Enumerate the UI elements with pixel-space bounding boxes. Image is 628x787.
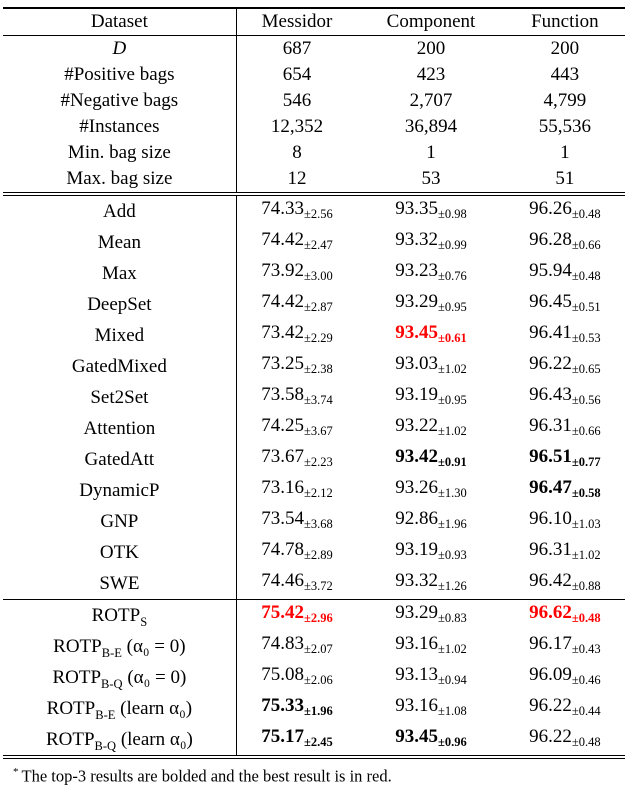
- row-label: Mean: [3, 227, 236, 258]
- result-value: $93.29_{\pm 0.95}$: [395, 291, 467, 314]
- result-value: $93.16_{\pm 1.08}$: [395, 695, 467, 718]
- stat-value: 200: [416, 38, 446, 59]
- row-label: Set2Set: [3, 382, 236, 413]
- result-value: $74.42_{\pm 2.87}$: [261, 291, 333, 314]
- result-value: $75.33_{\pm 1.96}$: [261, 695, 333, 718]
- row-label: DeepSet: [3, 289, 236, 320]
- method-row: [3, 413, 625, 444]
- result-value: $93.03_{\pm 1.02}$: [395, 353, 467, 376]
- row-label: DynamicP: [3, 475, 236, 506]
- method-row: [3, 351, 625, 382]
- result-value: $93.32_{\pm 1.26}$: [395, 570, 467, 593]
- stat-row: [3, 62, 625, 88]
- result-value: $73.58_{\pm 3.74}$: [261, 384, 333, 407]
- column-header-dataset: Dataset: [3, 8, 236, 36]
- result-value: $96.51_{\pm 0.77}$: [529, 446, 601, 469]
- result-value: $96.45_{\pm 0.51}$: [529, 291, 601, 314]
- result-value: $93.29_{\pm 0.83}$: [395, 602, 467, 625]
- result-value: $93.16_{\pm 1.02}$: [395, 633, 467, 656]
- method-row: [3, 194, 625, 227]
- result-value: $93.35_{\pm 0.98}$: [395, 198, 467, 221]
- method-row: [3, 289, 625, 320]
- row-label: GNP: [3, 506, 236, 537]
- result-value: $96.10_{\pm 1.03}$: [529, 508, 601, 531]
- result-value: $96.22_{\pm 0.48}$: [529, 726, 601, 749]
- stat-value: 2,707: [409, 90, 453, 111]
- result-value: $73.92_{\pm 3.00}$: [261, 260, 333, 283]
- row-label: Max: [3, 258, 236, 289]
- row-label: Min. bag size: [3, 140, 236, 166]
- result-value: $96.26_{\pm 0.48}$: [529, 198, 601, 221]
- result-value: $74.42_{\pm 2.47}$: [261, 229, 333, 252]
- result-value: $96.22_{\pm 0.44}$: [529, 695, 601, 718]
- stat-value: 12,352: [270, 116, 324, 137]
- row-label: Mixed: [3, 320, 236, 351]
- result-value: $93.19_{\pm 0.93}$: [395, 539, 467, 562]
- result-value: $73.67_{\pm 2.23}$: [261, 446, 333, 469]
- row-label: SWE: [3, 568, 236, 600]
- result-value: $96.22_{\pm 0.65}$: [529, 353, 601, 376]
- result-value: $96.28_{\pm 0.66}$: [529, 229, 601, 252]
- result-value: $73.16_{\pm 2.12}$: [261, 477, 333, 500]
- result-value: $73.25_{\pm 2.38}$: [261, 353, 333, 376]
- stat-value: 1: [560, 142, 570, 163]
- results-table: [3, 7, 625, 759]
- result-value: $95.94_{\pm 0.48}$: [529, 260, 601, 283]
- stat-value: 443: [550, 64, 580, 85]
- result-value: $75.42_{\pm 2.96}$: [261, 602, 333, 625]
- row-label: $ROTP_{B-Q}$ (learn α₀): [3, 724, 236, 757]
- stat-row: [3, 140, 625, 166]
- rotp-row: [3, 600, 625, 632]
- result-value: $93.19_{\pm 0.95}$: [395, 384, 467, 407]
- method-row: [3, 568, 625, 600]
- row-label: OTK: [3, 537, 236, 568]
- stat-value: 423: [416, 64, 446, 85]
- result-value: $93.42_{\pm 0.91}$: [395, 446, 467, 469]
- stat-value: 8: [292, 142, 302, 163]
- row-label: #Negative bags: [3, 88, 236, 114]
- stat-value: 12: [287, 168, 307, 189]
- result-value: $93.26_{\pm 1.30}$: [395, 477, 467, 500]
- footnote-text: The top-3 results are bolded and the best result is in red.: [21, 766, 392, 786]
- method-row: [3, 227, 625, 258]
- result-value: $96.62_{\pm 0.48}$: [529, 602, 601, 625]
- row-label: GatedMixed: [3, 351, 236, 382]
- result-value: $93.32_{\pm 0.99}$: [395, 229, 467, 252]
- result-value: $74.83_{\pm 2.07}$: [261, 633, 333, 656]
- result-value: $93.45_{\pm 0.61}$: [395, 322, 467, 345]
- stat-value: 654: [282, 64, 312, 85]
- method-row: [3, 382, 625, 413]
- result-value: $96.09_{\pm 0.46}$: [529, 664, 601, 687]
- result-value: $93.45_{\pm 0.96}$: [395, 726, 467, 749]
- stat-value: 55,536: [538, 116, 592, 137]
- result-value: $96.47_{\pm 0.58}$: [529, 477, 601, 500]
- row-label: GatedAtt: [3, 444, 236, 475]
- result-value: $93.23_{\pm 0.76}$: [395, 260, 467, 283]
- stat-row: [3, 88, 625, 114]
- row-label: $ROTP_S$: [3, 600, 236, 632]
- stat-row: [3, 36, 625, 63]
- row-label: $ROTP_{B-Q}$ (α₀ = 0): [3, 662, 236, 693]
- rotp-row: [3, 724, 625, 757]
- result-value: $96.31_{\pm 1.02}$: [529, 539, 601, 562]
- rotp-row: [3, 693, 625, 724]
- column-header-messidor: Messidor: [261, 11, 333, 32]
- stat-value: 53: [421, 168, 441, 189]
- result-value: $92.86_{\pm 1.96}$: [395, 508, 467, 531]
- result-value: $73.42_{\pm 2.29}$: [261, 322, 333, 345]
- rotp-row: [3, 631, 625, 662]
- result-value: $73.54_{\pm 3.68}$: [261, 508, 333, 531]
- result-value: $96.31_{\pm 0.66}$: [529, 415, 601, 438]
- row-label: Max. bag size: [3, 166, 236, 194]
- result-value: $93.13_{\pm 0.94}$: [395, 664, 467, 687]
- result-value: $75.17_{\pm 2.45}$: [261, 726, 333, 749]
- rotp-row: [3, 662, 625, 693]
- result-value: $74.78_{\pm 2.89}$: [261, 539, 333, 562]
- result-value: $93.22_{\pm 1.02}$: [395, 415, 467, 438]
- stat-value: 200: [550, 38, 580, 59]
- stat-row: [3, 166, 625, 194]
- column-header-component: Component: [386, 11, 476, 32]
- column-header-function: Function: [531, 11, 599, 32]
- result-value: $96.17_{\pm 0.43}$: [529, 633, 601, 656]
- result-value: $75.08_{\pm 2.06}$: [261, 664, 333, 687]
- row-label: $ROTP_{B-E}$ (α₀ = 0): [3, 631, 236, 662]
- stat-value: 546: [282, 90, 312, 111]
- method-row: [3, 537, 625, 568]
- result-value: $74.33_{\pm 2.56}$: [261, 198, 333, 221]
- result-value: $74.46_{\pm 3.72}$: [261, 570, 333, 593]
- row-label: D: [3, 36, 236, 63]
- table-header-row: [3, 8, 625, 36]
- stat-value: 36,894: [404, 116, 458, 137]
- result-value: $96.43_{\pm 0.56}$: [529, 384, 601, 407]
- method-row: [3, 475, 625, 506]
- result-value: $74.25_{\pm 3.67}$: [261, 415, 333, 438]
- stat-value: 51: [555, 168, 575, 189]
- footnote: [13, 766, 619, 787]
- stat-row: [3, 114, 625, 140]
- stat-value: 1: [426, 142, 436, 163]
- method-row: [3, 258, 625, 289]
- method-row: [3, 444, 625, 475]
- row-label: #Instances: [3, 114, 236, 140]
- method-row: [3, 320, 625, 351]
- row-label: $ROTP_{B-E}$ (learn α₀): [3, 693, 236, 724]
- row-label: #Positive bags: [3, 62, 236, 88]
- stat-value: 4,799: [543, 90, 587, 111]
- result-value: $96.42_{\pm 0.88}$: [529, 570, 601, 593]
- footnote-marker: *: [13, 766, 19, 778]
- stat-value: 687: [282, 38, 312, 59]
- row-label: Add: [3, 194, 236, 227]
- row-label: Attention: [3, 413, 236, 444]
- result-value: $96.41_{\pm 0.53}$: [529, 322, 601, 345]
- method-row: [3, 506, 625, 537]
